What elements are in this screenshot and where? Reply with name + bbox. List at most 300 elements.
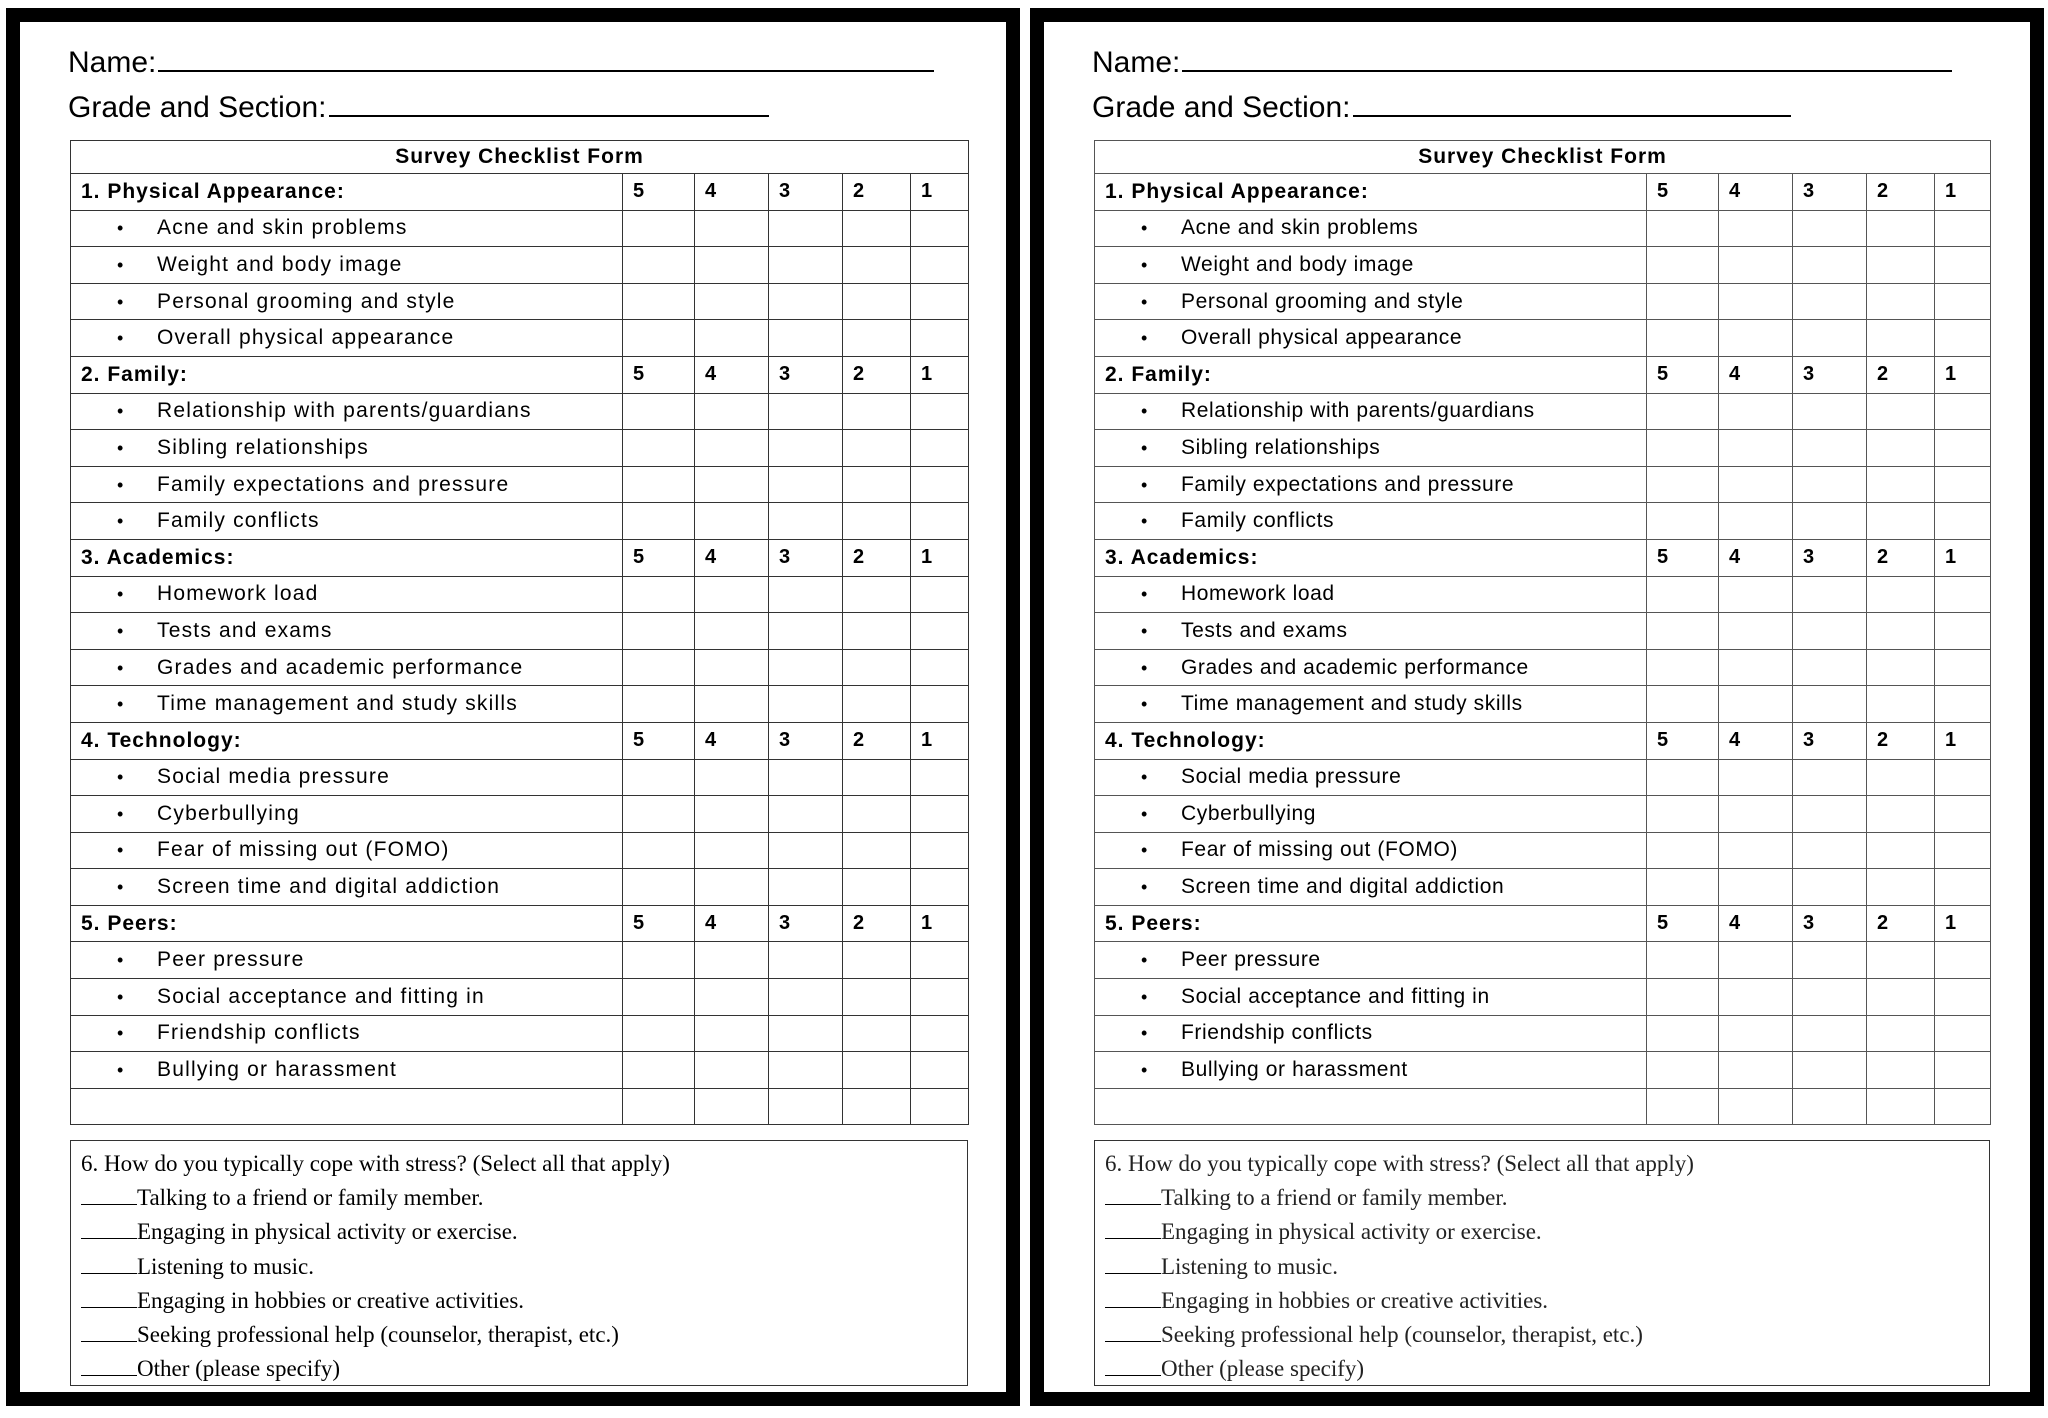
name-field[interactable] [68, 44, 934, 81]
rating-cell-1[interactable] [1935, 1015, 1991, 1052]
coping-option[interactable] [81, 1352, 957, 1386]
rating-cell-5[interactable] [623, 649, 695, 686]
rating-cell-3[interactable] [1793, 247, 1867, 284]
rating-scale-2: 2 [1867, 174, 1935, 211]
rating-cell-1[interactable] [1935, 466, 1991, 503]
grade-section-blank[interactable] [329, 89, 769, 117]
rating-cell-4[interactable] [1719, 1052, 1793, 1089]
checklist-item-label: Friendship conflicts [1181, 1021, 1373, 1045]
rating-cell-3[interactable] [769, 430, 843, 467]
coping-option-blank[interactable] [1105, 1353, 1161, 1376]
checklist-item-row [1095, 869, 1991, 906]
rating-cell-3[interactable] [769, 869, 843, 906]
rating-scale-5: 5 [623, 722, 695, 759]
rating-cell-5[interactable] [623, 796, 695, 833]
rating-cell-3[interactable] [769, 1052, 843, 1089]
rating-cell-1[interactable] [1935, 320, 1991, 357]
checklist-item-label: Bullying or harassment [1181, 1058, 1408, 1082]
checklist-item-label: Sibling relationships [157, 435, 369, 459]
rating-cell-2[interactable] [843, 503, 911, 540]
rating-cell-5[interactable] [623, 1015, 695, 1052]
coping-option-blank[interactable] [1105, 1216, 1161, 1239]
rating-cell-1[interactable] [1935, 649, 1991, 686]
coping-option[interactable] [1105, 1284, 1979, 1318]
rating-cell-3[interactable] [769, 576, 843, 613]
rating-cell-5[interactable] [1647, 942, 1719, 979]
rating-cell-2[interactable] [1867, 430, 1935, 467]
rating-cell-4[interactable] [1719, 942, 1793, 979]
rating-cell-1[interactable] [911, 393, 969, 430]
rating-cell-2[interactable] [1867, 942, 1935, 979]
grade-section-blank[interactable] [1353, 89, 1791, 117]
rating-cell-5[interactable] [623, 832, 695, 869]
rating-cell-3[interactable] [1793, 869, 1867, 906]
rating-cell-4[interactable] [1719, 320, 1793, 357]
rating-cell-4[interactable] [1719, 210, 1793, 247]
rating-cell-3[interactable] [769, 649, 843, 686]
rating-cell-4[interactable] [695, 576, 769, 613]
bullet-icon: • [1141, 1060, 1148, 1081]
grade-section-field[interactable] [1092, 89, 1791, 126]
rating-cell-5[interactable] [1647, 283, 1719, 320]
rating-cell-4[interactable] [1719, 1015, 1793, 1052]
rating-cell-2[interactable] [1867, 466, 1935, 503]
bullet-icon: • [1141, 803, 1148, 824]
checklist-item-row [1095, 796, 1991, 833]
rating-scale-3: 3 [769, 174, 843, 211]
checklist-item-label: Social acceptance and fitting in [1181, 984, 1490, 1008]
rating-cell-3[interactable] [769, 210, 843, 247]
coping-option-blank[interactable] [1105, 1285, 1161, 1308]
rating-cell-4[interactable] [1719, 430, 1793, 467]
rating-cell-1[interactable] [911, 320, 969, 357]
category-header-row [1095, 539, 1991, 576]
rating-cell-2[interactable] [1867, 832, 1935, 869]
bullet-icon: • [1141, 950, 1148, 971]
rating-cell-3[interactable] [1793, 576, 1867, 613]
rating-cell-2[interactable] [843, 466, 911, 503]
rating-cell-2[interactable] [1867, 393, 1935, 430]
rating-cell-5[interactable] [623, 210, 695, 247]
rating-cell-3[interactable] [1793, 320, 1867, 357]
survey-title: Survey Checklist Form [71, 141, 969, 174]
checklist-item [1095, 503, 1647, 540]
rating-scale-5: 5 [1647, 356, 1719, 393]
name-blank[interactable] [158, 44, 934, 72]
rating-cell-4[interactable] [1719, 503, 1793, 540]
rating-cell-3[interactable] [769, 503, 843, 540]
rating-cell-3[interactable] [769, 686, 843, 723]
rating-cell-4[interactable] [695, 832, 769, 869]
rating-cell-5[interactable] [1647, 393, 1719, 430]
rating-cell-4[interactable] [695, 283, 769, 320]
rating-cell-5[interactable] [1647, 466, 1719, 503]
rating-scale-3: 3 [769, 539, 843, 576]
rating-cell-1[interactable] [911, 796, 969, 833]
rating-cell-1[interactable] [911, 1052, 969, 1089]
empty-cell [1095, 1088, 1647, 1125]
rating-cell-1[interactable] [911, 942, 969, 979]
rating-cell-4[interactable] [1719, 247, 1793, 284]
rating-cell-1[interactable] [1935, 503, 1991, 540]
checklist-item-label: Tests and exams [157, 618, 333, 642]
rating-cell-4[interactable] [695, 1052, 769, 1089]
rating-cell-4[interactable] [1719, 466, 1793, 503]
rating-cell-1[interactable] [911, 210, 969, 247]
rating-cell-5[interactable] [1647, 247, 1719, 284]
checklist-item [1095, 869, 1647, 906]
rating-cell-5[interactable] [623, 247, 695, 284]
rating-cell-2[interactable] [1867, 796, 1935, 833]
rating-cell-5[interactable] [623, 503, 695, 540]
checklist-item-row [71, 979, 969, 1016]
rating-cell-1[interactable] [1935, 247, 1991, 284]
checklist-item [71, 869, 623, 906]
rating-cell-2[interactable] [843, 1052, 911, 1089]
rating-cell-5[interactable] [1647, 320, 1719, 357]
rating-cell-4[interactable] [695, 942, 769, 979]
checklist-item-label: Screen time and digital addiction [157, 875, 501, 899]
rating-cell-5[interactable] [1647, 1052, 1719, 1089]
rating-cell-1[interactable] [911, 832, 969, 869]
empty-rating-cell [695, 1088, 769, 1125]
rating-cell-3[interactable] [1793, 393, 1867, 430]
rating-cell-2[interactable] [843, 430, 911, 467]
rating-cell-4[interactable] [695, 613, 769, 650]
rating-cell-2[interactable] [843, 649, 911, 686]
rating-scale-1: 1 [911, 539, 969, 576]
bullet-icon: • [1141, 218, 1148, 239]
rating-cell-1[interactable] [911, 466, 969, 503]
rating-scale-4: 4 [1719, 356, 1793, 393]
rating-cell-1[interactable] [911, 759, 969, 796]
rating-cell-3[interactable] [769, 979, 843, 1016]
coping-option-blank[interactable] [1105, 1319, 1161, 1342]
rating-cell-2[interactable] [1867, 1052, 1935, 1089]
coping-question: 6. How do you typically cope with stress? (Select all that apply) [1105, 1151, 1694, 1176]
rating-cell-3[interactable] [769, 613, 843, 650]
bullet-icon: • [1141, 584, 1148, 605]
checklist-item [71, 247, 623, 284]
rating-cell-1[interactable] [1935, 393, 1991, 430]
checklist-item-row [71, 759, 969, 796]
rating-cell-1[interactable] [1935, 869, 1991, 906]
survey-title: Survey Checklist Form [1095, 141, 1991, 174]
rating-cell-1[interactable] [1935, 832, 1991, 869]
rating-cell-4[interactable] [695, 1015, 769, 1052]
coping-option[interactable] [81, 1215, 957, 1249]
rating-cell-2[interactable] [1867, 759, 1935, 796]
rating-cell-3[interactable] [769, 466, 843, 503]
rating-cell-4[interactable] [1719, 832, 1793, 869]
rating-cell-4[interactable] [695, 503, 769, 540]
rating-cell-1[interactable] [1935, 210, 1991, 247]
coping-option[interactable] [1105, 1352, 1979, 1386]
coping-question-box [1094, 1140, 1990, 1386]
rating-cell-5[interactable] [1647, 576, 1719, 613]
rating-cell-3[interactable] [1793, 942, 1867, 979]
rating-cell-4[interactable] [1719, 796, 1793, 833]
rating-cell-4[interactable] [695, 869, 769, 906]
rating-cell-3[interactable] [1793, 210, 1867, 247]
rating-cell-2[interactable] [843, 1015, 911, 1052]
name-field[interactable] [1092, 44, 1952, 81]
rating-cell-5[interactable] [1647, 869, 1719, 906]
rating-cell-3[interactable] [1793, 796, 1867, 833]
rating-cell-2[interactable] [1867, 979, 1935, 1016]
rating-scale-1: 1 [1935, 539, 1991, 576]
rating-cell-3[interactable] [769, 247, 843, 284]
bullet-icon: • [1141, 511, 1148, 532]
rating-cell-2[interactable] [843, 247, 911, 284]
rating-cell-1[interactable] [1935, 576, 1991, 613]
rating-cell-1[interactable] [1935, 686, 1991, 723]
coping-option-label: Engaging in physical activity or exercise. [1161, 1219, 1542, 1245]
rating-cell-2[interactable] [843, 869, 911, 906]
bullet-icon: • [1141, 840, 1148, 861]
rating-cell-1[interactable] [911, 283, 969, 320]
rating-cell-2[interactable] [843, 686, 911, 723]
rating-cell-1[interactable] [1935, 430, 1991, 467]
coping-option[interactable] [81, 1250, 957, 1284]
rating-cell-3[interactable] [769, 942, 843, 979]
checklist-item-label: Social acceptance and fitting in [157, 984, 485, 1008]
rating-cell-2[interactable] [843, 832, 911, 869]
checklist-item-row [1095, 503, 1991, 540]
rating-cell-3[interactable] [1793, 503, 1867, 540]
rating-scale-5: 5 [1647, 539, 1719, 576]
rating-cell-2[interactable] [843, 759, 911, 796]
rating-cell-4[interactable] [1719, 869, 1793, 906]
rating-cell-4[interactable] [1719, 649, 1793, 686]
rating-cell-2[interactable] [1867, 649, 1935, 686]
bullet-icon: • [117, 254, 125, 275]
bullet-icon: • [117, 401, 125, 422]
rating-cell-2[interactable] [1867, 576, 1935, 613]
rating-cell-5[interactable] [623, 613, 695, 650]
rating-cell-2[interactable] [843, 210, 911, 247]
rating-cell-3[interactable] [1793, 649, 1867, 686]
rating-cell-5[interactable] [1647, 979, 1719, 1016]
rating-cell-3[interactable] [769, 759, 843, 796]
rating-cell-4[interactable] [695, 210, 769, 247]
rating-cell-3[interactable] [1793, 979, 1867, 1016]
rating-cell-2[interactable] [843, 283, 911, 320]
rating-cell-3[interactable] [1793, 686, 1867, 723]
rating-cell-5[interactable] [1647, 1015, 1719, 1052]
coping-option[interactable] [1105, 1215, 1979, 1249]
coping-option[interactable] [81, 1284, 957, 1318]
rating-cell-3[interactable] [769, 393, 843, 430]
rating-cell-4[interactable] [695, 796, 769, 833]
checklist-item-row [71, 320, 969, 357]
rating-cell-1[interactable] [1935, 942, 1991, 979]
rating-cell-3[interactable] [1793, 832, 1867, 869]
rating-cell-2[interactable] [843, 613, 911, 650]
rating-cell-5[interactable] [1647, 503, 1719, 540]
checklist-item-row [71, 832, 969, 869]
checklist-item-row [1095, 832, 1991, 869]
checklist-item-row [71, 869, 969, 906]
checklist-item-label: Time management and study skills [1181, 692, 1523, 716]
rating-cell-1[interactable] [1935, 1052, 1991, 1089]
rating-cell-2[interactable] [843, 796, 911, 833]
rating-cell-1[interactable] [1935, 759, 1991, 796]
checklist-item [71, 759, 623, 796]
rating-cell-3[interactable] [769, 796, 843, 833]
coping-option[interactable] [1105, 1318, 1979, 1352]
bullet-icon: • [1141, 877, 1148, 898]
rating-cell-2[interactable] [1867, 1015, 1935, 1052]
coping-option-blank[interactable] [81, 1353, 137, 1376]
rating-cell-5[interactable] [1647, 649, 1719, 686]
checklist-item [71, 613, 623, 650]
rating-cell-5[interactable] [1647, 686, 1719, 723]
rating-cell-2[interactable] [843, 942, 911, 979]
rating-cell-3[interactable] [769, 283, 843, 320]
rating-cell-1[interactable] [911, 430, 969, 467]
rating-cell-5[interactable] [1647, 430, 1719, 467]
rating-cell-1[interactable] [911, 576, 969, 613]
coping-option-blank[interactable] [81, 1182, 137, 1205]
rating-cell-5[interactable] [623, 393, 695, 430]
rating-cell-3[interactable] [769, 832, 843, 869]
rating-cell-2[interactable] [1867, 613, 1935, 650]
coping-option[interactable] [81, 1181, 957, 1215]
rating-cell-4[interactable] [1719, 393, 1793, 430]
rating-cell-1[interactable] [911, 869, 969, 906]
rating-cell-3[interactable] [1793, 430, 1867, 467]
coping-option-blank[interactable] [81, 1285, 137, 1308]
rating-cell-4[interactable] [695, 649, 769, 686]
rating-cell-3[interactable] [769, 1015, 843, 1052]
rating-cell-4[interactable] [695, 759, 769, 796]
rating-cell-4[interactable] [1719, 979, 1793, 1016]
rating-cell-5[interactable] [623, 686, 695, 723]
rating-cell-3[interactable] [769, 320, 843, 357]
coping-option[interactable] [1105, 1250, 1979, 1284]
rating-cell-2[interactable] [843, 320, 911, 357]
checklist-item-label: Family conflicts [157, 509, 320, 533]
rating-cell-5[interactable] [1647, 613, 1719, 650]
rating-cell-4[interactable] [695, 320, 769, 357]
grade-section-field[interactable] [68, 89, 769, 126]
rating-cell-2[interactable] [1867, 503, 1935, 540]
rating-cell-2[interactable] [1867, 210, 1935, 247]
rating-cell-4[interactable] [1719, 283, 1793, 320]
category-label: 4. Technology: [1095, 722, 1647, 759]
rating-cell-1[interactable] [911, 649, 969, 686]
rating-cell-4[interactable] [695, 430, 769, 467]
coping-option-blank[interactable] [1105, 1182, 1161, 1205]
rating-cell-5[interactable] [623, 1052, 695, 1089]
checklist-item [1095, 686, 1647, 723]
rating-cell-1[interactable] [1935, 613, 1991, 650]
coping-option-blank[interactable] [81, 1251, 137, 1274]
rating-cell-1[interactable] [911, 503, 969, 540]
coping-option-blank[interactable] [81, 1319, 137, 1342]
rating-cell-3[interactable] [1793, 1015, 1867, 1052]
checklist-item-label: Acne and skin problems [157, 216, 408, 240]
coping-option[interactable] [1105, 1181, 1979, 1215]
rating-cell-1[interactable] [911, 613, 969, 650]
rating-cell-1[interactable] [911, 1015, 969, 1052]
rating-cell-2[interactable] [843, 979, 911, 1016]
rating-cell-3[interactable] [1793, 759, 1867, 796]
rating-cell-4[interactable] [1719, 686, 1793, 723]
rating-cell-3[interactable] [1793, 466, 1867, 503]
rating-cell-4[interactable] [695, 686, 769, 723]
rating-cell-1[interactable] [1935, 283, 1991, 320]
category-label: 2. Family: [1095, 356, 1647, 393]
rating-cell-5[interactable] [623, 430, 695, 467]
checklist-item-row [1095, 942, 1991, 979]
rating-cell-5[interactable] [623, 869, 695, 906]
rating-cell-2[interactable] [843, 393, 911, 430]
survey-table-body [1095, 141, 1991, 1125]
rating-cell-5[interactable] [1647, 210, 1719, 247]
rating-cell-2[interactable] [1867, 247, 1935, 284]
rating-cell-1[interactable] [911, 979, 969, 1016]
rating-cell-5[interactable] [623, 283, 695, 320]
coping-option-label: Listening to music. [1161, 1253, 1338, 1279]
rating-cell-1[interactable] [1935, 979, 1991, 1016]
rating-cell-2[interactable] [1867, 283, 1935, 320]
rating-cell-1[interactable] [911, 247, 969, 284]
rating-cell-5[interactable] [1647, 759, 1719, 796]
rating-cell-4[interactable] [1719, 613, 1793, 650]
rating-cell-1[interactable] [911, 686, 969, 723]
rating-cell-2[interactable] [843, 576, 911, 613]
rating-cell-5[interactable] [623, 942, 695, 979]
bullet-icon: • [1141, 1023, 1148, 1044]
rating-cell-3[interactable] [1793, 1052, 1867, 1089]
rating-scale-5: 5 [623, 356, 695, 393]
rating-cell-4[interactable] [695, 979, 769, 1016]
rating-cell-4[interactable] [1719, 576, 1793, 613]
rating-cell-4[interactable] [1719, 759, 1793, 796]
rating-cell-2[interactable] [1867, 320, 1935, 357]
rating-scale-4: 4 [695, 356, 769, 393]
coping-option-blank[interactable] [81, 1216, 137, 1239]
rating-cell-4[interactable] [695, 393, 769, 430]
rating-cell-5[interactable] [623, 759, 695, 796]
rating-cell-5[interactable] [1647, 796, 1719, 833]
rating-cell-3[interactable] [1793, 283, 1867, 320]
category-header-row [1095, 174, 1991, 211]
rating-cell-2[interactable] [1867, 686, 1935, 723]
rating-cell-4[interactable] [695, 466, 769, 503]
rating-cell-5[interactable] [623, 979, 695, 1016]
checklist-item [71, 1052, 623, 1089]
coping-option[interactable] [81, 1318, 957, 1352]
rating-cell-1[interactable] [1935, 796, 1991, 833]
rating-cell-5[interactable] [623, 320, 695, 357]
checklist-item-label: Peer pressure [1181, 948, 1321, 972]
bullet-icon: • [1141, 328, 1148, 349]
rating-cell-5[interactable] [1647, 832, 1719, 869]
name-blank[interactable] [1182, 44, 1952, 72]
rating-cell-2[interactable] [1867, 869, 1935, 906]
rating-cell-3[interactable] [1793, 613, 1867, 650]
rating-cell-4[interactable] [695, 247, 769, 284]
coping-option-blank[interactable] [1105, 1251, 1161, 1274]
coping-option-label: Talking to a friend or family member. [137, 1185, 484, 1211]
rating-cell-5[interactable] [623, 466, 695, 503]
bullet-icon: • [1141, 694, 1148, 715]
rating-cell-5[interactable] [623, 576, 695, 613]
category-header-row [1095, 905, 1991, 942]
